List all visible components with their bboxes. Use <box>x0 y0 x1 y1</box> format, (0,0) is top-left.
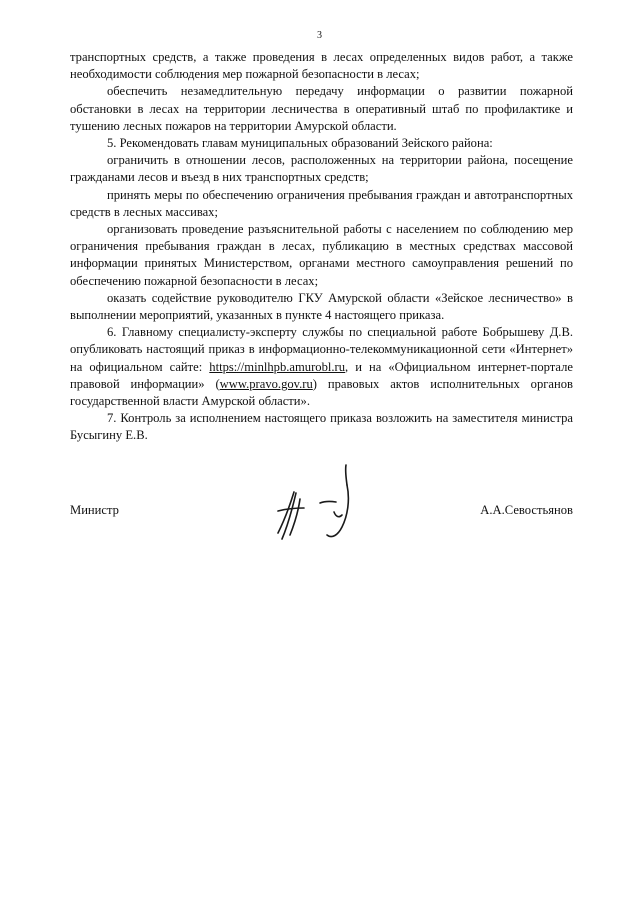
paragraph-take-measures: принять меры по обеспечению ограничения пребывания граждан и автотранспортных средств в лесных массивах; <box>70 187 573 219</box>
signatory-role: Министр <box>70 503 119 517</box>
page-number: 3 <box>317 30 322 41</box>
document-body <box>70 49 573 445</box>
paragraph-item-6 <box>70 324 573 410</box>
paragraph-restrict-access: ограничить в отношении лесов, расположенных на территории района, посещение гражданами лесов и въезд в них транспортных средств; <box>70 153 573 185</box>
paragraph-fire-info: обеспечить незамедлительную передачу информации о развитии пожарной обстановки в лесах на территории лесничества в оперативный штаб по профилактике и тушению лесных пожаров на территории Амурской области. <box>70 84 573 133</box>
ministry-site-link[interactable]: https://minlhpb.amurobl.ru <box>209 359 346 374</box>
paragraph-item-6-text-c: ) правовых актов исполнительных органов государственной власти Амурской области». <box>70 376 573 409</box>
paragraph-item-5: 5. Рекомендовать главам муниципальных образований Зейского района: <box>107 136 493 151</box>
pravo-portal-link[interactable]: www.pravo.gov.ru <box>219 376 313 391</box>
paragraph-item-6-text-b: , и на «Официальном интернет-портале правовой информации» ( <box>70 359 573 391</box>
paragraph-item-7: 7. Контроль за исполнением настоящего приказа возложить на заместителя министра Бусыгину Е.В. <box>70 411 573 443</box>
paragraph-outreach: организовать проведение разъяснительной работы с населением по соблюдению мер ограничения пребывания граждан в лесах, публикацию в местных средствах массовой информации принятых Министерством, органами местного самоуправления решений по обеспечению пожарной безопасности в лесах; <box>70 222 573 288</box>
paragraph-item-6-text-a: 6. Главному специалисту-эксперту службы по специальной работе Бобрышеву Д.В. опубликовать настоящий приказ в информационно-телекоммуникационной сети «Интернет» на официальном сайте: <box>70 325 573 374</box>
paragraph-assist: оказать содействие руководителю ГКУ Амурской области «Зейское лесничество» в выполнении мероприятий, указанных в пункте 4 настоящего приказа. <box>70 290 573 323</box>
paragraph-continuation: транспортных средств, а также проведения в лесах определенных видов работ, а также необходимости соблюдения мер пожарной безопасности в лесах; <box>70 50 573 82</box>
signatory-name: А.А.Севостьянов <box>480 503 573 517</box>
handwritten-signature <box>270 455 380 555</box>
